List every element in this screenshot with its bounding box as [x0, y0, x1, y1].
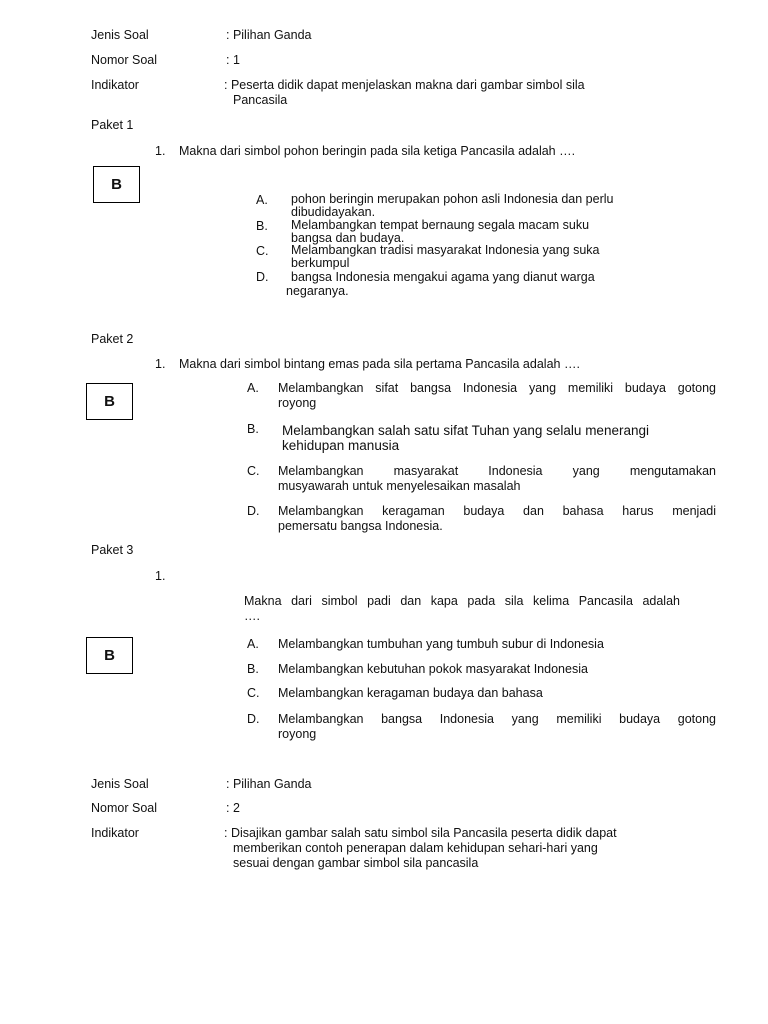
option-b-text: Melambangkan kebutuhan pokok masyarakat Indonesia: [278, 662, 588, 676]
nomor-soal-label: Nomor Soal: [91, 801, 157, 815]
option-d-line1: bangsa Indonesia mengakui agama yang dianut warga: [291, 270, 595, 284]
option-a-letter: A.: [247, 637, 259, 651]
answer-box: B: [86, 383, 133, 420]
indikator-value-line2: Pancasila: [233, 93, 288, 107]
jenis-soal-value: : Pilihan Ganda: [226, 777, 312, 791]
option-c-text: Melambangkan masyarakat Indonesia yang mengutamakan musyawarah untuk menyelesaikan masalah: [278, 464, 716, 493]
option-d-letter: D.: [247, 504, 260, 518]
option-b-text: Melambangkan salah satu sifat Tuhan yang selalu menerangi kehidupan manusia: [282, 423, 649, 453]
jenis-soal-value: : Pilihan Ganda: [226, 28, 312, 42]
option-a-text: Melambangkan sifat bangsa Indonesia yang memiliki budaya gotong royong: [278, 381, 716, 410]
indikator-value-line1: : Peserta didik dapat menjelaskan makna dari gambar simbol sila: [224, 78, 585, 92]
paket-2-label: Paket 2: [91, 332, 134, 346]
question-number: 1.: [155, 569, 166, 583]
option-b-text: Melambangkan tempat bernaung segala macam suku bangsa dan budaya.: [291, 218, 590, 245]
answer-box: B: [86, 637, 133, 674]
indikator-value-line2: memberikan contoh penerapan dalam kehidupan sehari-hari yang: [233, 841, 598, 855]
option-d-text: Melambangkan keragaman budaya dan bahasa harus menjadi pemersatu bangsa Indonesia.: [278, 504, 716, 533]
option-b-letter: B.: [247, 422, 259, 436]
option-a-text: pohon beringin merupakan pohon asli Indonesia dan perlu dibudidayakan.: [291, 192, 614, 219]
option-b-letter: B.: [247, 662, 259, 676]
option-b-letter: B.: [256, 219, 268, 233]
option-d-letter: D.: [247, 712, 260, 726]
answer-box: B: [93, 166, 140, 203]
nomor-soal-value: : 1: [226, 53, 240, 67]
option-c-text: Melambangkan tradisi masyarakat Indonesia yang suka berkumpul: [291, 243, 600, 270]
option-a-letter: A.: [247, 381, 259, 395]
question-text: Makna dari simbol padi dan kapa pada sila kelima Pancasila adalah ….: [244, 594, 680, 623]
nomor-soal-label: Nomor Soal: [91, 53, 157, 67]
jenis-soal-label: Jenis Soal: [91, 28, 149, 42]
question-number: 1.: [155, 144, 166, 158]
option-c-text: Melambangkan keragaman budaya dan bahasa: [278, 686, 543, 700]
indikator-value-line1: : Disajikan gambar salah satu simbol sila Pancasila peserta didik dapat: [224, 826, 617, 840]
option-a-text: Melambangkan tumbuhan yang tumbuh subur di Indonesia: [278, 637, 604, 651]
option-d-text: Melambangkan bangsa Indonesia yang memiliki budaya gotong royong: [278, 712, 716, 741]
question-text: Makna dari simbol pohon beringin pada sila ketiga Pancasila adalah ….: [179, 144, 576, 158]
indikator-label: Indikator: [91, 826, 139, 840]
option-c-letter: C.: [256, 244, 269, 258]
jenis-soal-label: Jenis Soal: [91, 777, 149, 791]
paket-1-label: Paket 1: [91, 118, 134, 132]
option-d-letter: D.: [256, 270, 269, 284]
option-a-letter: A.: [256, 193, 268, 207]
nomor-soal-value: : 2: [226, 801, 240, 815]
question-text: Makna dari simbol bintang emas pada sila pertama Pancasila adalah ….: [179, 357, 580, 371]
paket-3-label: Paket 3: [91, 543, 134, 557]
option-d-line2: negaranya.: [286, 284, 349, 298]
indikator-label: Indikator: [91, 78, 139, 92]
question-number: 1.: [155, 357, 166, 371]
indikator-value-line3: sesuai dengan gambar simbol sila pancasila: [233, 856, 479, 870]
option-c-letter: C.: [247, 464, 260, 478]
option-c-letter: C.: [247, 686, 260, 700]
